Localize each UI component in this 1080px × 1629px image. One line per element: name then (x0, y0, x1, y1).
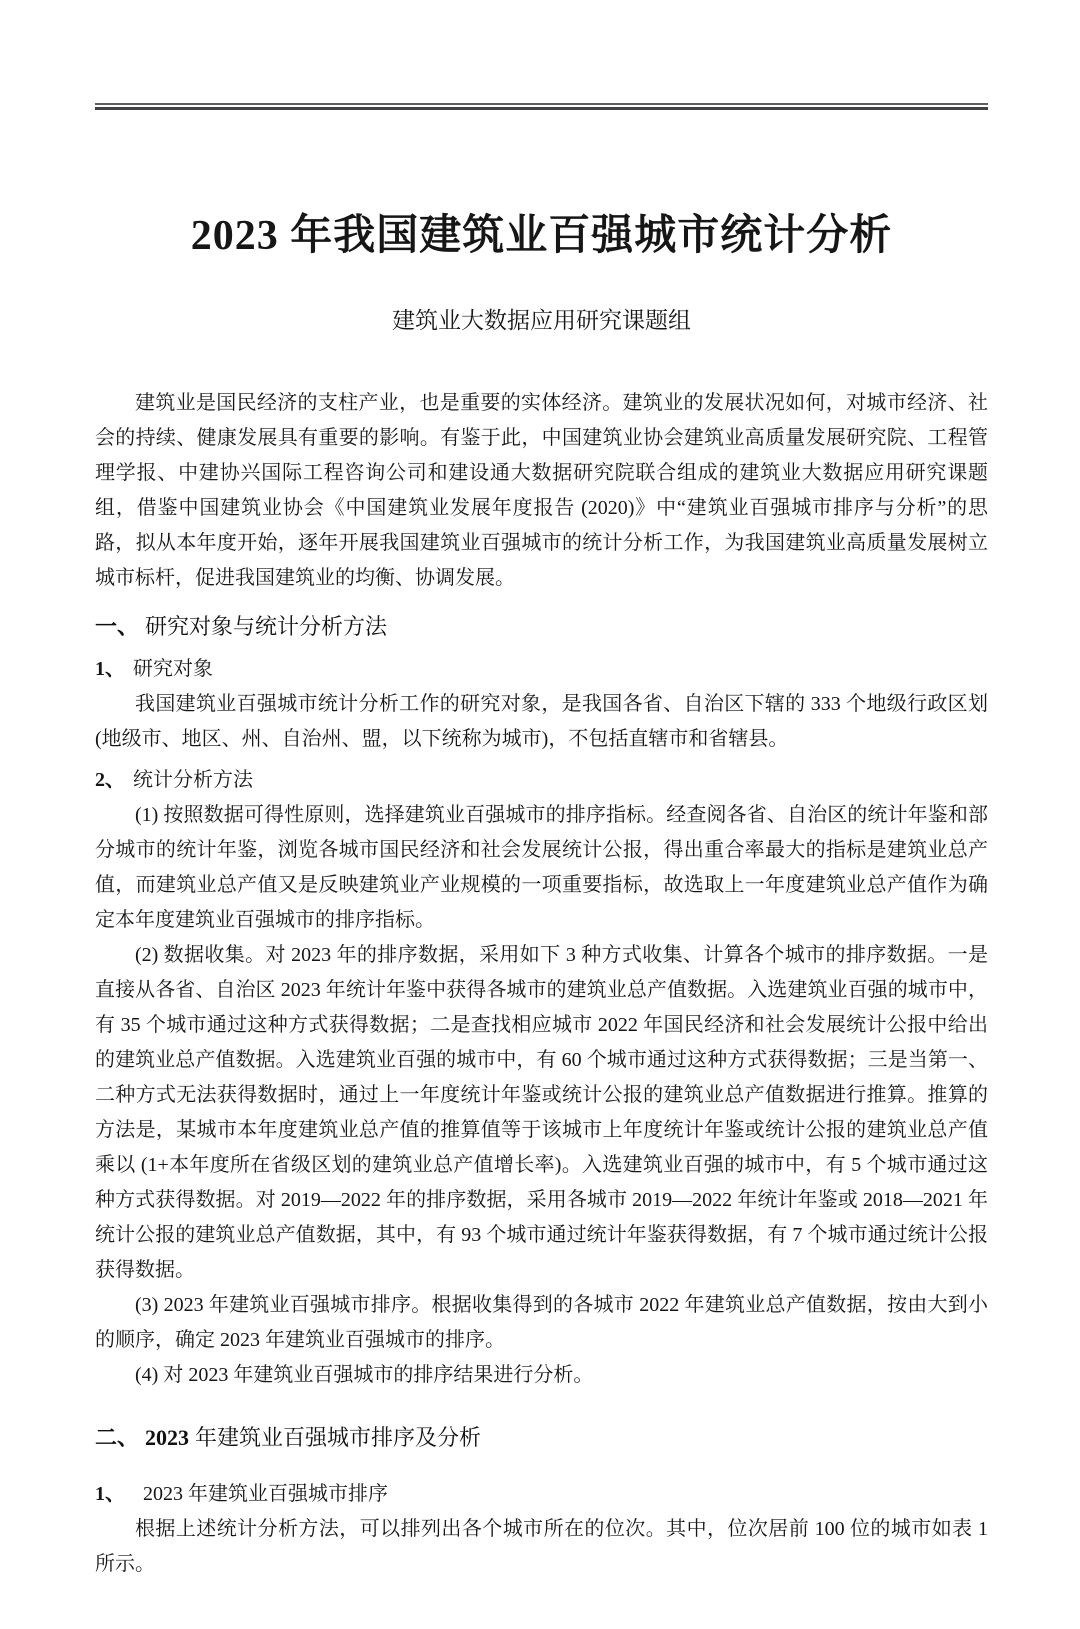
statistical-method-subheading-number: 2、 (95, 769, 125, 791)
method-item-4: (4) 对 2023 年建筑业百强城市的排序结果进行分析。 (135, 1364, 594, 1386)
research-object-paragraph: 我国建筑业百强城市统计分析工作的研究对象，是我国各省、自治区下辖的 333 个地级行政区划 (地级市、地区、州、自治州、盟，以下统称为城市)，不包括直辖市和省辖县。 (95, 693, 988, 750)
document-title: 2023 年我国建筑业百强城市统计分析 (190, 213, 893, 259)
section-one-title: 研究对象与统计分析方法 (145, 614, 388, 639)
statistical-method-subheading-title: 统计分析方法 (133, 769, 253, 791)
ranking-subheading (95, 1477, 988, 1512)
research-object-subheading (95, 652, 988, 687)
intro-paragraph: 建筑业是国民经济的支柱产业，也是重要的实体经济。建筑业的发展状况如何，对城市经济、社会的持续、健康发展具有重要的影响。有鉴于此，中国建筑业协会建筑业高质量发展研究院、工程管理学报、中建协兴国际工程咨询公司和建设通大数据研究院联合组成的建筑业大数据应用研究课题组，借鉴中国建筑业协会《中国建筑业发展年度报告 (2020)》中“建筑业百强城市排序与分析”的思路，拟从本年度开始，逐年开展我国建筑业百强城市的统计分析工作，为我国建筑业高质量发展树立城市标杆，促进我国建筑业的均衡、协调发展。 (95, 392, 988, 589)
document-subtitle-author-group: 建筑业大数据应用研究课题组 (392, 307, 691, 333)
section-two-year: 2023 (145, 1425, 190, 1450)
statistical-method-subheading (95, 763, 988, 798)
method-item-1: (1) 按照数据可得性原则，选择建筑业百强城市的排序指标。经查阅各省、自治区的统计年鉴和部分城市的统计年鉴，浏览各城市国民经济和社会发展统计公报，得出重合率最大的指标是建筑业总产值，而建筑业总产值又是反映建筑业产业规模的一项重要指标，故选取上一年度建筑业总产值作为确定本年度建筑业百强城市的排序指标。 (95, 804, 988, 931)
section-two-title: 年建筑业百强城市排序及分析 (195, 1425, 482, 1450)
section-one-number: 一、 (95, 614, 140, 639)
ranking-subheading-number: 1、 (95, 1483, 125, 1505)
research-object-subheading-title: 研究对象 (133, 658, 213, 680)
ranking-paragraph: 根据上述统计分析方法，可以排列出各个城市所在的位次。其中，位次居前 100 位的城市如表 1 所示。 (95, 1518, 988, 1575)
header-rule (0, 103, 1080, 110)
research-object-subheading-number: 1、 (95, 658, 125, 680)
method-item-3: (3) 2023 年建筑业百强城市排序。根据收集得到的各城市 2022 年建筑业总产值数据，按由大到小的顺序，确定 2023 年建筑业百强城市的排序。 (95, 1294, 988, 1351)
header-rule-thick-line (95, 107, 988, 110)
section-one-heading (95, 608, 988, 646)
method-item-2: (2) 数据收集。对 2023 年的排序数据，采用如下 3 种方式收集、计算各个城市的排序数据。一是直接从各省、自治区 2023 年统计年鉴中获得各城市的建筑业总产值数据。入选建筑业百强的城市中，有 35 个城市通过这种方式获得数据；二是查找相应城市 2022 年国民经济和社会发展统计公报中给出的建筑业总产值数据。入选建筑业百强的城市中，有 60 个城市通过这种方式获得数据；三是当第一、二种方式无法获得数据时，通过上一年度统计年鉴或统计公报的建筑业总产值数据进行推算。推算的方法是，某城市本年度建筑业总产值的推算值等于该城市上年度统计年鉴或统计公报的建筑业总产值乘以 (1+本年度所在省级区划的建筑业总产值增长率)。入选建筑业百强的城市中，有 5 个城市通过这种方式获得数据。对 2019—2022 年的排序数据，采用各城市 2019—2022 年统计年鉴或 2018—2021 年统计公报的建筑业总产值数据，其中，有 93 个城市通过统计年鉴获得数据，有 7 个城市通过统计公报获得数据。 (95, 944, 988, 1281)
section-two-number: 二、 (95, 1425, 140, 1450)
section-two-heading (95, 1419, 988, 1457)
document-page (0, 103, 1080, 1629)
ranking-subheading-title: 2023 年建筑业百强城市排序 (143, 1483, 388, 1505)
